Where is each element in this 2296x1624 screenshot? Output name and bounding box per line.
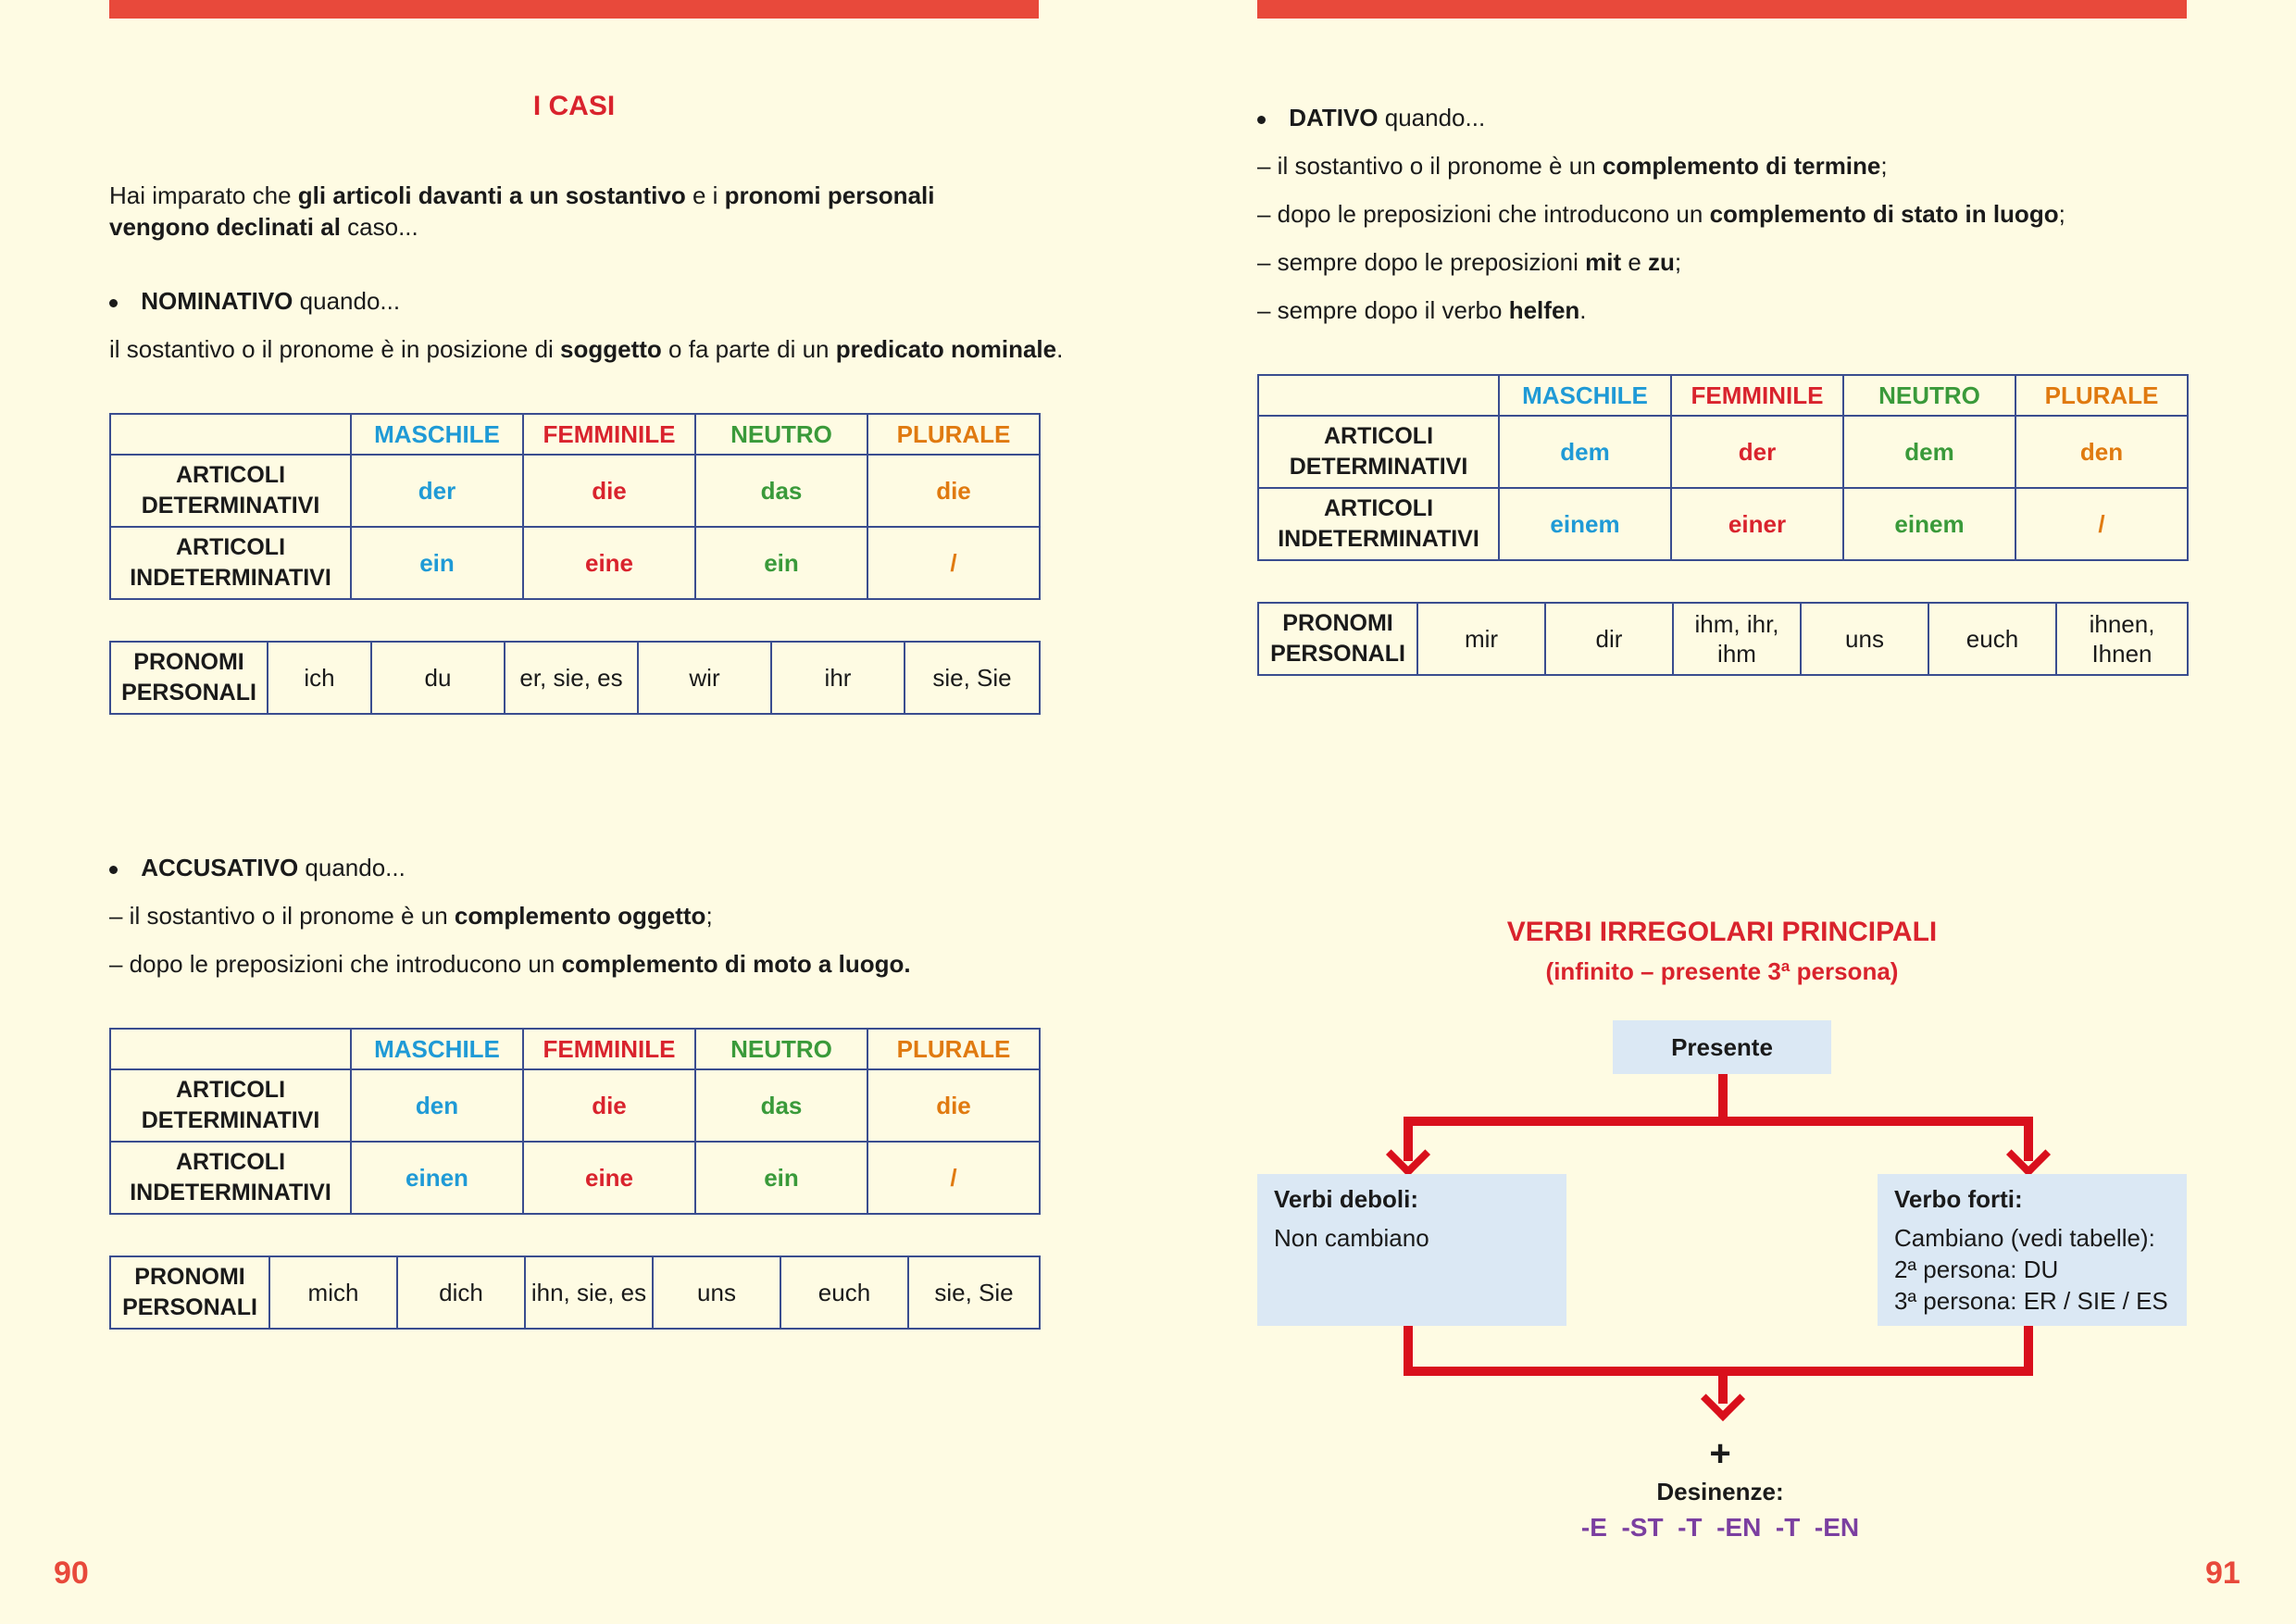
nominativo-heading: NOMINATIVO quando... [109, 285, 400, 317]
table-cell: / [2015, 488, 2188, 560]
pronoun-cell: er, sie, es [505, 642, 638, 714]
page-title: I CASI [532, 91, 616, 121]
accusativo-articles-table [109, 1028, 1041, 1215]
header-maschile: MASCHILE [351, 1029, 523, 1069]
header-plurale: PLURALE [867, 414, 1040, 455]
pronoun-cell: dir [1545, 603, 1673, 675]
table-cell: der [351, 455, 523, 527]
dativo-line-3: – sempre dopo le preposizioni mit e zu; [1257, 248, 1682, 276]
strong-verbs-line-1: Cambiano (vedi tabelle): [1894, 1224, 2155, 1252]
page-number-left: 90 [54, 1555, 89, 1591]
plus-sign: + [1709, 1433, 1731, 1474]
weak-verbs-text: Non cambiano [1274, 1224, 1429, 1252]
table-cell: / [867, 527, 1040, 599]
header-maschile: MASCHILE [1499, 375, 1671, 416]
dativo-line-1: – il sostantivo o il pronome è un complemento di termine; [1257, 152, 1888, 180]
header-maschile: MASCHILE [351, 414, 523, 455]
strong-verbs-line-3: 3ª persona: ER / SIE / ES [1894, 1287, 2168, 1315]
weak-verbs-title: Verbi deboli: [1274, 1185, 1419, 1213]
table-cell: eine [523, 527, 695, 599]
row-label-determinativi: ARTICOLI DETERMINATIVI [110, 455, 351, 527]
arrow-down-icon [1701, 1377, 1745, 1421]
pronoun-cell: ihn, sie, es [525, 1256, 653, 1329]
row-label-indeterminativi: ARTICOLI INDETERMINATIVI [110, 527, 351, 599]
nominativo-articles-table [109, 413, 1041, 600]
empty-header-cell [110, 1029, 351, 1069]
table-cell: einen [351, 1142, 523, 1214]
table-cell: eine [523, 1142, 695, 1214]
row-label-indeterminativi: ARTICOLI INDETERMINATIVI [1258, 488, 1499, 560]
pronoun-cell: mir [1417, 603, 1545, 675]
table-cell: das [695, 455, 867, 527]
accusativo-heading: ACCUSATIVO quando... [109, 852, 406, 883]
dativo-line-4: – sempre dopo il verbo helfen. [1257, 296, 1587, 324]
row-label-determinativi: ARTICOLI DETERMINATIVI [1258, 416, 1499, 488]
top-bar-left [109, 0, 1039, 19]
pronoun-cell: ihnen, Ihnen [2056, 603, 2188, 675]
header-neutro: NEUTRO [1843, 375, 2015, 416]
table-cell: einer [1671, 488, 1843, 560]
endings-list: -E -ST -T -EN -T -EN [1580, 1513, 1860, 1542]
endings-label: Desinenze: [1656, 1478, 1784, 1505]
weak-verbs-box [1257, 1174, 1566, 1326]
table-cell: die [867, 1069, 1040, 1142]
accusativo-line-2: – dopo le preposizioni che introducono un complemento di moto a luogo. [109, 950, 911, 978]
verbs-subtitle: (infinito – presente 3ª persona) [1545, 957, 1899, 985]
table-cell: der [1671, 416, 1843, 488]
dativo-line-2: – dopo le preposizioni che introducono un complemento di stato in luogo; [1257, 200, 2065, 228]
pronoun-cell: uns [653, 1256, 780, 1329]
dativo-pronouns-table [1257, 602, 2189, 676]
table-cell: ein [695, 527, 867, 599]
header-femminile: FEMMINILE [523, 1029, 695, 1069]
pronoun-cell: uns [1801, 603, 1928, 675]
header-neutro: NEUTRO [695, 1029, 867, 1069]
pronoun-cell: ihr [771, 642, 905, 714]
presente-box [1613, 1020, 1831, 1074]
table-cell: dem [1499, 416, 1671, 488]
row-label-pronomi: PRONOMI PERSONALI [110, 642, 268, 714]
empty-header-cell [110, 414, 351, 455]
table-cell: das [695, 1069, 867, 1142]
nominativo-description: il sostantivo o il pronome è in posizione di soggetto o fa parte di un predicato nominale. [109, 335, 1064, 363]
table-cell: einem [1843, 488, 2015, 560]
presente-label: Presente [1671, 1033, 1773, 1061]
page-number-right: 91 [2205, 1555, 2240, 1591]
table-cell: ein [695, 1142, 867, 1214]
table-cell: die [523, 455, 695, 527]
empty-header-cell [1258, 375, 1499, 416]
pronoun-cell: sie, Sie [908, 1256, 1040, 1329]
header-femminile: FEMMINILE [1671, 375, 1843, 416]
header-femminile: FEMMINILE [523, 414, 695, 455]
pronoun-cell: ihm, ihr, ihm [1673, 603, 1801, 675]
connector-line [1404, 1117, 2033, 1126]
pronoun-cell: dich [397, 1256, 525, 1329]
pronoun-cell: ich [268, 642, 371, 714]
row-label-pronomi: PRONOMI PERSONALI [110, 1256, 269, 1329]
pronoun-cell: euch [1928, 603, 2056, 675]
row-label-determinativi: ARTICOLI DETERMINATIVI [110, 1069, 351, 1142]
intro-text: Hai imparato che gli articoli davanti a un sostantivo e i pronomi personali vengono declinati al caso... [109, 181, 935, 241]
strong-verbs-title: Verbo forti: [1894, 1185, 2023, 1213]
table-cell: die [867, 455, 1040, 527]
arrow-down-icon [2006, 1132, 2051, 1177]
strong-verbs-line-2: 2ª persona: DU [1894, 1255, 2059, 1283]
table-cell: / [867, 1142, 1040, 1214]
header-plurale: PLURALE [867, 1029, 1040, 1069]
arrow-down-icon [1386, 1132, 1430, 1177]
top-bar-right [1257, 0, 2187, 19]
dativo-articles-table [1257, 374, 2189, 561]
pronoun-cell: euch [780, 1256, 908, 1329]
table-cell: den [2015, 416, 2188, 488]
accusativo-line-1: – il sostantivo o il pronome è un complemento oggetto; [109, 902, 713, 930]
accusativo-pronouns-table [109, 1255, 1041, 1330]
pronoun-cell: wir [638, 642, 771, 714]
nominativo-pronouns-table [109, 641, 1041, 715]
table-cell: die [523, 1069, 695, 1142]
header-plurale: PLURALE [2015, 375, 2188, 416]
strong-verbs-box [1878, 1174, 2187, 1326]
connector-line [1718, 1074, 1728, 1120]
pronoun-cell: mich [269, 1256, 397, 1329]
table-cell: dem [1843, 416, 2015, 488]
pronoun-cell: sie, Sie [905, 642, 1040, 714]
row-label-pronomi: PRONOMI PERSONALI [1258, 603, 1417, 675]
verbs-title: VERBI IRREGOLARI PRINCIPALI [1506, 917, 1938, 947]
table-cell: den [351, 1069, 523, 1142]
table-cell: ein [351, 527, 523, 599]
dativo-heading: DATIVO quando... [1257, 102, 1485, 133]
header-neutro: NEUTRO [695, 414, 867, 455]
pronoun-cell: du [371, 642, 505, 714]
row-label-indeterminativi: ARTICOLI INDETERMINATIVI [110, 1142, 351, 1214]
table-cell: einem [1499, 488, 1671, 560]
